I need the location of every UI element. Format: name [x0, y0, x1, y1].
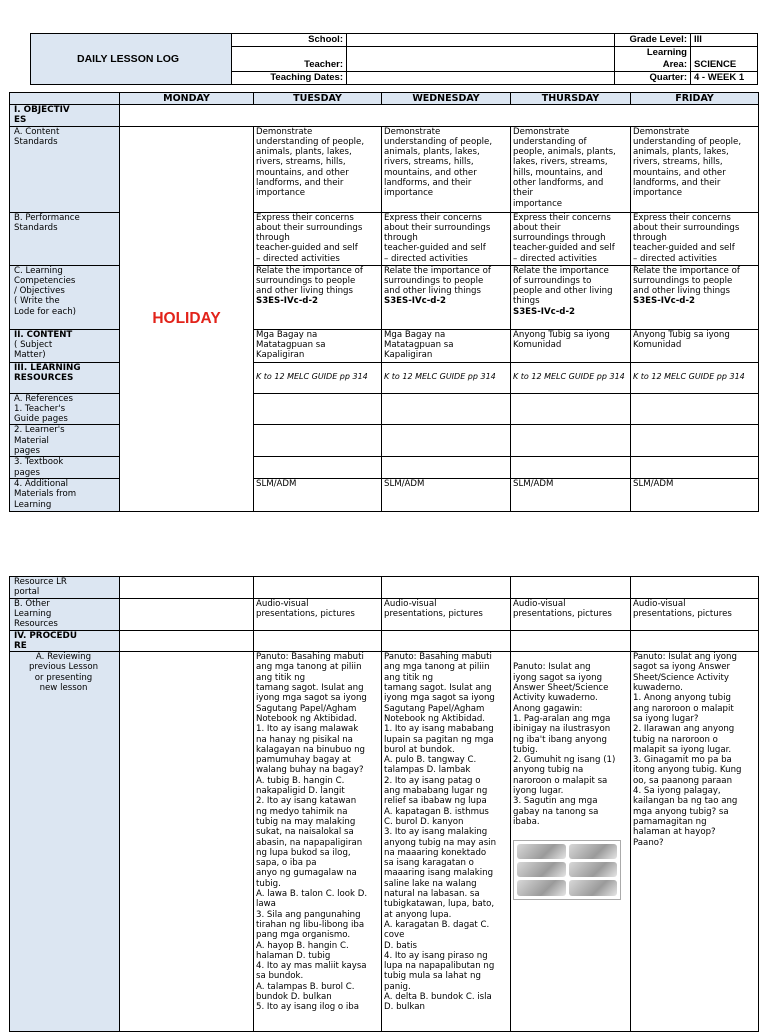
header-table	[30, 33, 758, 85]
dates-label: Teaching Dates:	[232, 72, 347, 85]
lr-portal-label: Resource LR portal	[10, 577, 120, 599]
review-thursday: Panuto: Isulat ang iyong sagot sa iyong Answer Sheet/Science Activity kuwaderno. Anong gagawin: 1. Pag-aralan ang mga ibinigay na ilustrasyon ng iba't ibang anyong tubig. 2. Gumuhit ng isang (1) anyong tubig na naroroon o malapit sa iyong lugar. 3. Sagutin ang mga gabay na tanong sa ibaba.	[511, 652, 631, 1032]
learners-material-label: 2. Learner's Material pages	[10, 425, 120, 457]
corner-cell	[10, 93, 120, 105]
area-label: Learning Area:	[615, 47, 691, 72]
melc-thursday: K to 12 MELC GUIDE pp 314	[511, 362, 631, 393]
content-std-tuesday: Demonstrate understanding of people, animals, plants, lakes, rivers, streams, hills, mountains, and other landforms, and their importance	[254, 126, 382, 212]
school-label: School:	[232, 34, 347, 47]
dates-value[interactable]	[347, 72, 615, 85]
review-friday: Panuto: Isulat ang iyong sagot sa iyong Answer Sheet/Science Activity kuwaderno. 1. Anong anyong tubig ang naroroon o malapit sa iyong lugar? 2. Ilarawan ang anyong tubig na naroroon o malapit sa iyong lugar. 3. Ginagamit mo pa ba itong anyong tubig. Kung oo, sa paanong paraan 4. Sa iyong palagay, kailangan ba ng tao ang mga anyong tubig? sa pamamagitan ng halaman at hayop? Paano?	[631, 652, 759, 1032]
teacher-label: Teacher:	[232, 47, 347, 72]
day-friday: FRIDAY	[631, 93, 759, 105]
quarter-label: Quarter:	[615, 72, 691, 85]
melc-wednesday: K to 12 MELC GUIDE pp 314	[382, 362, 511, 393]
add-tuesday: SLM/ADM	[254, 479, 382, 512]
perf-std-friday: Express their concerns about their surroundings through teacher-guided and self – directed activities	[631, 212, 759, 265]
comp-code: S3ES-IVc-d-2	[256, 296, 319, 307]
melc-tuesday: K to 12 MELC GUIDE pp 314	[254, 362, 382, 393]
teacher-value[interactable]	[347, 47, 615, 72]
perf-std-thursday: Express their concerns about their surroundings through teacher-guided and self – directed activities	[511, 212, 631, 265]
water-forms-illustration	[513, 840, 621, 900]
content-std-thursday: Demonstrate understanding of people, animals, plants, lakes, rivers, streams, hills, mountains, and other landforms, and their importance	[511, 126, 631, 212]
review-tuesday: Panuto: Basahing mabuti ang mga tanong at piliin ang titik ng tamang sagot. Isulat ang iyong mga sagot sa iyong Sagutang Papel/Agham Notebook ng Aktibidad. 1. Ito ay isang malawak na hanay ng pisikal na kalagayan na binubuo ng pamumuhay bagay at walang buhay na bagay? A. tubig B. hangin C. nakapaligid D. langit 2. Ito ay isang katawan ng medyo tahimik na tubig na may malaking sukat, na naisalokal sa abasin, na napapaligiran ng lupa bukod sa ilog, sapa, o iba pa anyo ng gumagalaw na tubig. A. lawa B. talon C. look D. lawa 3. Sila ang pangunahing tirahan ng libu-libong iba pang mga organismo. A. hayop B. hangin C. halaman D. tubig 4. Ito ay mas maliit kaysa sa bundok. A. talampas B. burol C. bundok D. bulkan 5. Ito ay isang ilog o iba	[254, 652, 382, 1032]
lesson-table-part2	[9, 576, 759, 1032]
other-thursday: Audio-visual presentations, pictures	[511, 598, 631, 630]
additional-materials-label: 4. Additional Materials from Learning	[10, 479, 120, 512]
other-resources-label: B. Other Learning Resources	[10, 598, 120, 630]
perf-std-wednesday: Express their concerns about their surroundings through teacher-guided and self – directed activities	[382, 212, 511, 265]
procedure-label: IV. PROCEDU RE	[10, 630, 120, 652]
melc-friday: K to 12 MELC GUIDE pp 314	[631, 362, 759, 393]
learning-resources-label: III. LEARNING RESOURCES	[10, 362, 120, 393]
add-friday: SLM/ADM	[631, 479, 759, 512]
lesson-table-part1	[9, 92, 759, 512]
review-label: A. Reviewing previous Lesson or presenting new lesson	[10, 652, 120, 1032]
comp-tuesday: Relate the importance of surroundings to people and other living things S3ES-IVc-d-2	[254, 265, 382, 329]
content-friday: Anyong Tubig sa iyong Komunidad	[631, 329, 759, 362]
log-title: DAILY LESSON LOG	[31, 34, 232, 85]
day-thursday: THURSDAY	[511, 93, 631, 105]
performance-standards-label: B. Performance Standards	[10, 212, 120, 265]
other-friday: Audio-visual presentations, pictures	[631, 598, 759, 630]
objectives-label: I. OBJECTIV ES	[10, 105, 120, 127]
content-tuesday: Mga Bagay na Matatagpuan sa Kapaligiran	[254, 329, 382, 362]
content-thursday: Anyong Tubig sa iyong Komunidad	[511, 329, 631, 362]
add-thursday: SLM/ADM	[511, 479, 631, 512]
comp-code: S3ES-IVc-d-2	[513, 306, 576, 317]
comp-code: S3ES-IVc-d-2	[384, 296, 447, 307]
other-wednesday: Audio-visual presentations, pictures	[382, 598, 511, 630]
perf-std-tuesday: Express their concerns about their surroundings through teacher-guided and self – directed activities	[254, 212, 382, 265]
day-wednesday: WEDNESDAY	[382, 93, 511, 105]
teachers-guide-label: A. References 1. Teacher's Guide pages	[10, 393, 120, 425]
content-standards-label: A. Content Standards	[10, 126, 120, 212]
competencies-label: C. Learning Competencies / Objectives ( Write the Lode for each)	[10, 265, 120, 329]
content-std-friday: Demonstrate understanding of people, animals, plants, lakes, rivers, streams, hills, mountains, and other landforms, and their importance	[631, 126, 759, 212]
comp-thursday: Relate the importance of surroundings to people and other living things S3ES-IVc-d-2	[511, 265, 631, 329]
content-std-wednesday: Demonstrate understanding of people, animals, plants, lakes, rivers, streams, hills, mountains, and other landforms, and their importance	[382, 126, 511, 212]
comp-friday: Relate the importance of surroundings to people and other living things S3ES-IVc-d-2	[631, 265, 759, 329]
day-monday: MONDAY	[120, 93, 254, 105]
objectives-cell	[120, 105, 759, 127]
comp-code: S3ES-IVc-d-2	[633, 296, 696, 307]
review-wednesday: Panuto: Basahing mabuti ang mga tanong at piliin ang titik ng tamang sagot. Isulat ang iyong mga sagot sa iyong Sagutang Papel/Agham Notebook ng Aktibidad. 1. Ito ay isang mababang lupain sa pagitan ng mga burol at bundok. A. pulo B. tangway C. talampas D. lambak 2. Ito ay isang patag o ang mababang lugar ng relief sa ibabaw ng lupa A. kapatagan B. isthmus C. burol D. kanyon 3. Ito ay isang malaking anyong tubig na may asin na maaaring konektado sa isang karagatan o maaaring isang malaking saline lake na walang natural na labasan. sa tubigkatawan, lupa, bato, at anyong lupa. A. karagatan B. dagat C. cove D. batis 4. Ito ay isang piraso ng lupa na napapalibutan ng tubig mula sa lahat ng panig. A. delta B. bundok C. isla D. bulkan	[382, 652, 511, 1032]
school-value[interactable]	[347, 34, 615, 47]
add-wednesday: SLM/ADM	[382, 479, 511, 512]
other-tuesday: Audio-visual presentations, pictures	[254, 598, 382, 630]
comp-wednesday: Relate the importance of surroundings to people and other living things S3ES-IVc-d-2	[382, 265, 511, 329]
grade-value: III	[691, 34, 758, 47]
holiday-cell: HOLIDAY	[120, 126, 254, 511]
content-wednesday: Mga Bagay na Matatagpuan sa Kapaligiran	[382, 329, 511, 362]
content-label: II. CONTENT ( Subject Matter)	[10, 329, 120, 362]
area-value: SCIENCE	[691, 47, 758, 72]
grade-label: Grade Level:	[615, 34, 691, 47]
quarter-value: 4 - WEEK 1	[691, 72, 758, 85]
day-tuesday: TUESDAY	[254, 93, 382, 105]
textbook-label: 3. Textbook pages	[10, 457, 120, 479]
